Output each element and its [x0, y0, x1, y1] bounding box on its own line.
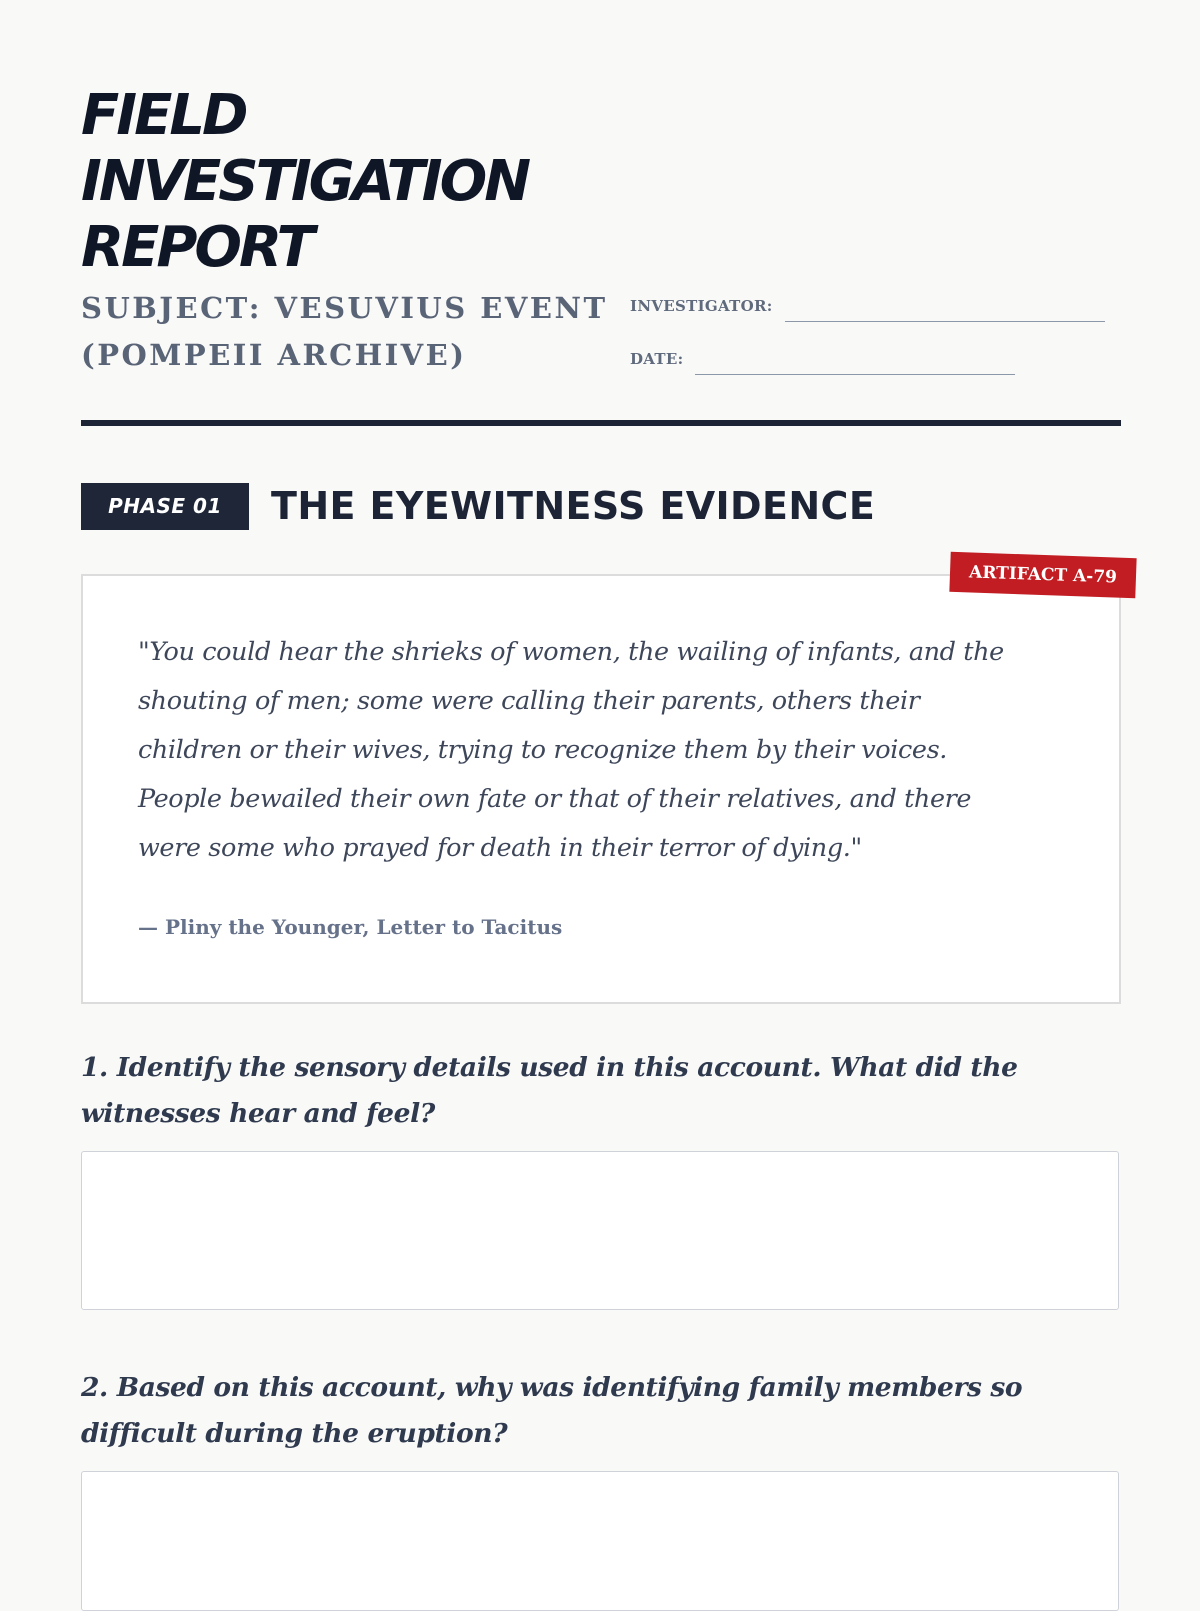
- quote-line: were some who prayed for death in their terror of dying.": [138, 833, 862, 863]
- quote-line: children or their wives, trying to recognize them by their voices.: [138, 735, 947, 765]
- investigator-input-line[interactable]: [785, 297, 1105, 322]
- artifact-tag: ARTIFACT A-79: [949, 552, 1136, 598]
- header-divider: [81, 420, 1121, 426]
- quote-citation: — Pliny the Younger, Letter to Tacitus: [138, 915, 563, 939]
- title-line: INVESTIGATION: [81, 149, 529, 214]
- date-field: [630, 345, 1015, 375]
- answer-box-2[interactable]: [81, 1471, 1119, 1611]
- title-line: REPORT: [81, 215, 312, 280]
- phase-header: [81, 482, 875, 530]
- title-line: FIELD: [81, 83, 246, 148]
- question-line: witnesses hear and feel?: [81, 1098, 435, 1129]
- investigator-field: [630, 292, 1105, 322]
- question-line: difficult during the eruption?: [81, 1418, 508, 1449]
- subject-line: (POMPEII ARCHIVE): [81, 338, 467, 372]
- report-subject: [81, 285, 621, 379]
- quote-line: shouting of men; some were calling their parents, others their: [138, 686, 920, 716]
- date-input-line[interactable]: [695, 350, 1015, 375]
- artifact-quote: [138, 628, 1068, 873]
- answer-box-1[interactable]: [81, 1151, 1119, 1310]
- question-1: [81, 1045, 1081, 1137]
- quote-line: People bewailed their own fate or that of their relatives, and there: [138, 784, 972, 814]
- quote-line: "You could hear the shrieks of women, the wailing of infants, and the: [138, 637, 1004, 667]
- question-line: 2. Based on this account, why was identifying family members so: [81, 1372, 1023, 1403]
- investigator-label: INVESTIGATOR:: [630, 297, 773, 315]
- question-2: [81, 1365, 1081, 1457]
- phase-badge: PHASE 01: [81, 483, 249, 530]
- question-line: 1. Identify the sensory details used in this account. What did the: [81, 1052, 1018, 1083]
- subject-line: SUBJECT: VESUVIUS EVENT: [81, 291, 608, 325]
- report-title: [81, 83, 701, 281]
- phase-title: THE EYEWITNESS EVIDENCE: [271, 484, 876, 528]
- date-label: DATE:: [630, 350, 684, 368]
